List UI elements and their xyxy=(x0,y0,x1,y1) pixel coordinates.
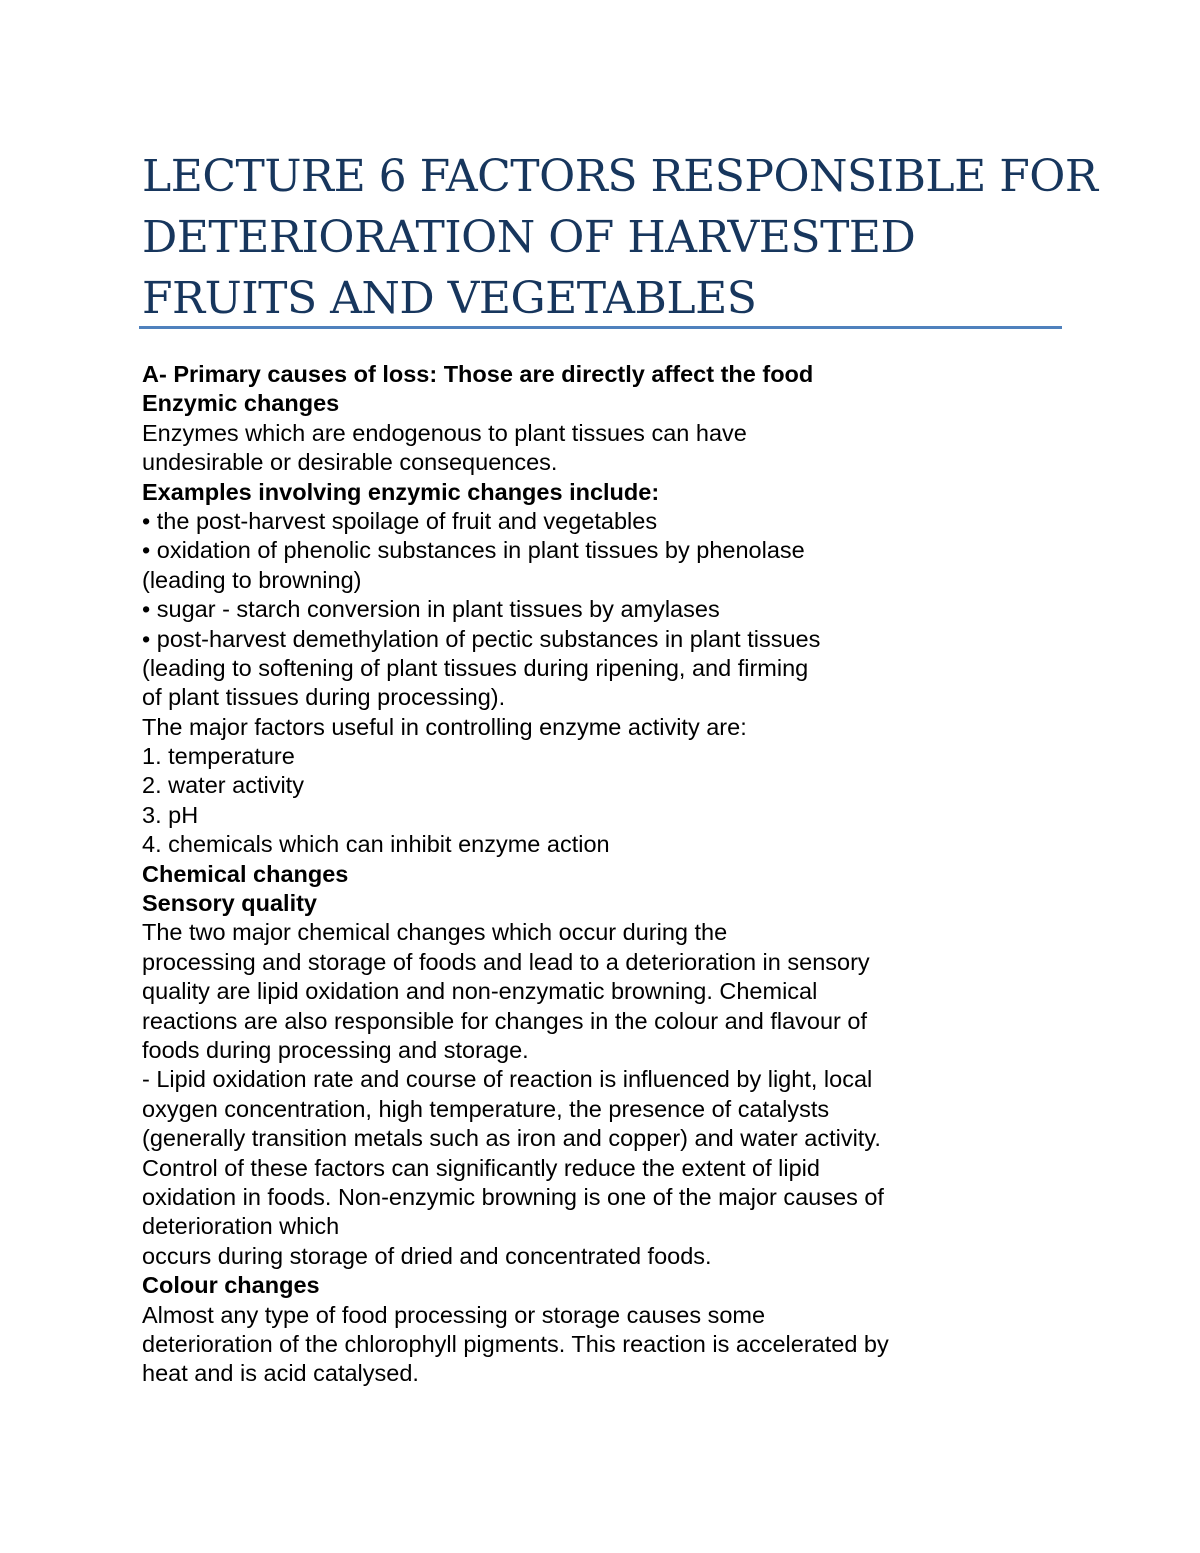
document-title xyxy=(142,146,1098,329)
text-line: of plant tissues during processing). xyxy=(142,684,506,711)
text-line: The major factors useful in controlling enzyme activity are: xyxy=(142,713,747,740)
section-heading-line: Examples involving enzymic changes include: xyxy=(142,478,660,505)
text-line: • oxidation of phenolic substances in plant tissues by phenolase xyxy=(142,537,805,564)
section-heading-line: A- Primary causes of loss: Those are directly affect the food xyxy=(142,361,814,387)
text-line: Enzymes which are endogenous to plant tissues can have xyxy=(142,419,747,446)
text-line: heat and is acid catalysed. xyxy=(142,1360,419,1387)
text-line: • the post-harvest spoilage of fruit and vegetables xyxy=(142,507,658,534)
text-line: foods during processing and storage. xyxy=(142,1036,529,1063)
text-line: Almost any type of food processing or storage causes some xyxy=(142,1301,766,1328)
text-line: oxidation in foods. Non-enzymic browning is one of the major causes of xyxy=(142,1183,884,1210)
section-heading-line: Chemical changes xyxy=(142,860,349,887)
title-line-1: LECTURE 6 FACTORS RESPONSIBLE FOR xyxy=(142,151,1098,202)
document-body xyxy=(142,360,1042,1389)
text-line: 2. water activity xyxy=(142,772,304,799)
section-heading-line: Sensory quality xyxy=(142,890,317,917)
text-line: 3. pH xyxy=(142,801,199,828)
text-line: oxygen concentration, high temperature, the presence of catalysts xyxy=(142,1095,830,1122)
text-line: • post-harvest demethylation of pectic substances in plant tissues xyxy=(142,625,821,652)
title-line-3: FRUITS AND VEGETABLES xyxy=(142,273,757,324)
title-line-2: DETERIORATION OF HARVESTED xyxy=(142,212,916,263)
text-line: reactions are also responsible for changes in the colour and flavour of xyxy=(142,1007,868,1034)
text-line: Control of these factors can significantly reduce the extent of lipid xyxy=(142,1154,820,1181)
text-line: processing and storage of foods and lead to a deterioration in sensory xyxy=(142,948,870,975)
text-line: quality are lipid oxidation and non-enzymatic browning. Chemical xyxy=(142,978,818,1005)
text-line: (leading to browning) xyxy=(142,566,362,593)
title-divider xyxy=(139,326,1062,329)
text-line: (generally transition metals such as iron and copper) and water activity. xyxy=(142,1125,881,1152)
text-line: undesirable or desirable consequences. xyxy=(142,449,558,476)
text-line: - Lipid oxidation rate and course of reaction is influenced by light, local xyxy=(142,1066,873,1093)
section-heading-line: Enzymic changes xyxy=(142,390,340,417)
text-line: occurs during storage of dried and concentrated foods. xyxy=(142,1242,712,1269)
text-line: 1. temperature xyxy=(142,743,295,770)
text-line: (leading to softening of plant tissues during ripening, and firming xyxy=(142,654,809,681)
text-line: deterioration which xyxy=(142,1213,340,1240)
text-line: • sugar - starch conversion in plant tissues by amylases xyxy=(142,596,720,623)
text-line: 4. chemicals which can inhibit enzyme action xyxy=(142,831,610,858)
section-heading-line: Colour changes xyxy=(142,1272,320,1299)
text-line: deterioration of the chlorophyll pigments. This reaction is accelerated by xyxy=(142,1330,889,1357)
text-line: The two major chemical changes which occur during the xyxy=(142,919,728,946)
